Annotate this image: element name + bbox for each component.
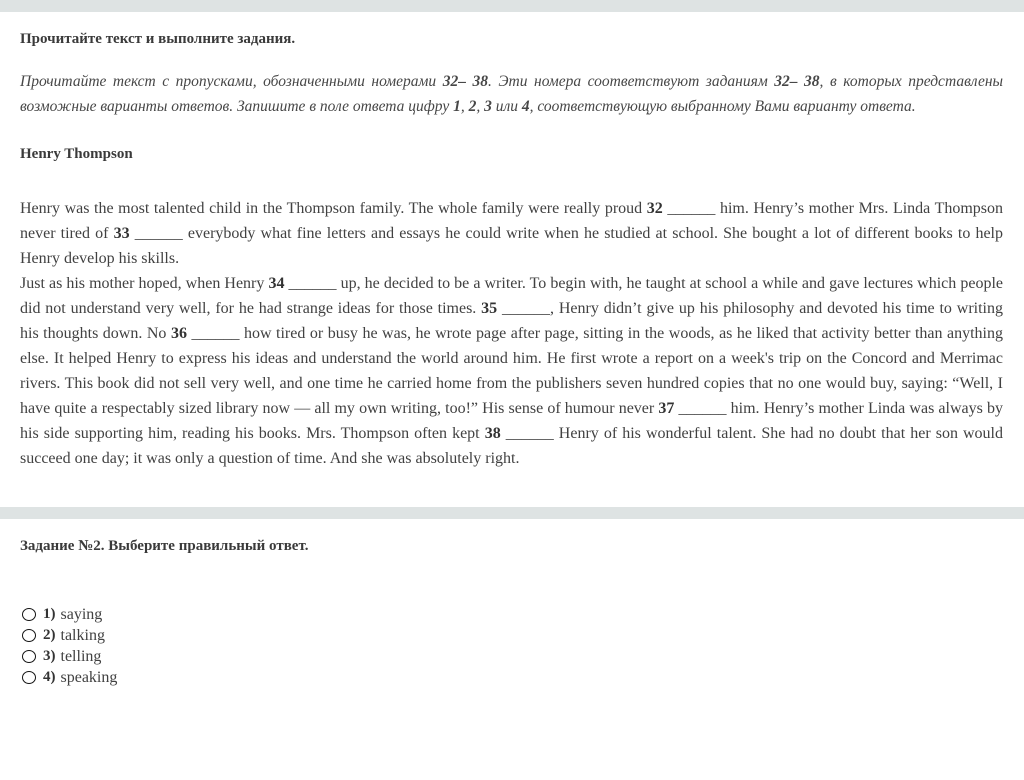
gap-number-36: 36 <box>170 325 187 342</box>
gap-number-34: 34 <box>268 275 285 292</box>
radio-button-icon[interactable] <box>22 629 36 642</box>
passage-title: Henry Thompson <box>20 146 133 162</box>
task1-section <box>0 31 1024 471</box>
option-number: 1) <box>43 606 56 622</box>
passage-segment: ______ him. Henry’s mother Mrs. Linda Thompson never tired of <box>20 200 1004 242</box>
radio-button-icon[interactable] <box>22 650 36 663</box>
passage-segment: ______ Henry of his wonderful talent. She had no doubt that her son would succeed one day; it was only a question of time. And she was absolutely right. <box>20 425 1004 467</box>
option-number: 3) <box>43 648 56 664</box>
passage-segment: ______, Henry didn’t give up his philosophy and devoted his time to writing his thoughts down. No <box>20 300 1003 342</box>
instructions-segment: , <box>460 98 469 115</box>
option-number: 2) <box>43 627 56 643</box>
passage-segment: ______ up, he decided to be a writer. To begin with, he taught at school a while and gave lectures which people did not understand very well, for he had strange ideas for those times. <box>20 275 1004 317</box>
instructions-segment: , в которых представлены возможные варианты ответов. Запишите в поле ответа цифру <box>20 73 1004 115</box>
option-label: saying <box>60 605 103 623</box>
option-label: speaking <box>60 668 118 686</box>
radio-button-icon[interactable] <box>22 671 36 684</box>
passage-paragraph-1 <box>20 196 1003 271</box>
task2-heading: Задание №2. Выберите правильный ответ. <box>20 538 309 554</box>
option-label: telling <box>60 647 102 665</box>
answer-digit: 4 <box>521 98 530 115</box>
gap-number-35: 35 <box>481 300 498 317</box>
gap-number-37: 37 <box>658 400 675 417</box>
gap-number-38: 38 <box>484 425 501 442</box>
passage-segment: ______ everybody what fine letters and essays he could write when he studied at school. She bought a lot of different books to help Henry develop his skills. <box>20 225 1003 267</box>
task2-section <box>0 538 1024 688</box>
task1-heading: Прочитайте текст и выполните задания. <box>20 31 296 47</box>
gap-number-33: 33 <box>113 225 130 242</box>
gap-range: 32– 38 <box>442 73 488 90</box>
answer-digit: 2 <box>468 98 477 115</box>
instructions-segment: или <box>491 98 522 115</box>
option-number: 4) <box>43 669 56 685</box>
instructions-segment: Прочитайте текст с пропусками, обозначенными номерами <box>20 73 443 90</box>
top-divider-bar <box>0 0 1024 12</box>
radio-button-icon[interactable] <box>22 608 36 621</box>
passage-paragraph-2 <box>20 271 1003 471</box>
task1-instructions <box>20 69 1003 119</box>
instructions-segment: . Эти номера соответствуют заданиям <box>487 73 775 90</box>
answer-option-3[interactable] <box>20 646 1003 667</box>
answer-option-4[interactable] <box>20 667 1003 688</box>
gap-range: 32– 38 <box>774 73 820 90</box>
passage-segment: ______ him. Henry’s mother Linda was always by his side supporting him, reading his books. Mrs. Thompson often kept <box>20 400 1004 442</box>
gap-number-32: 32 <box>646 200 663 217</box>
answer-option-1[interactable] <box>20 604 1003 625</box>
answer-digit: 1 <box>453 98 461 115</box>
passage-segment: Just as his mother hoped, when Henry <box>20 275 269 292</box>
answer-options <box>20 604 1003 688</box>
passage-text <box>20 196 1003 471</box>
instructions-segment: , соответствующую выбранному Вами варианту ответа. <box>529 98 916 115</box>
section-divider-bar <box>0 507 1024 519</box>
option-label: talking <box>60 626 105 644</box>
answer-option-2[interactable] <box>20 625 1003 646</box>
passage-segment: Henry was the most talented child in the Thompson family. The whole family were really proud <box>20 200 647 217</box>
passage-segment: ______ how tired or busy he was, he wrote page after page, sitting in the woods, as he liked that activity better than anything else. It helped Henry to express his ideas and understand the world around him. He first wrote a report on a week's trip on the Concord and Merrimac rivers. This book did not sell very well, and one time he carried home from the publishers seven hundred copies that no one would buy, saying: “Well, I have quite a respectably sized library now — all my own writing, too!” His sense of humour never <box>20 325 1004 417</box>
instructions-segment: , <box>476 98 485 115</box>
answer-digit: 3 <box>484 98 492 115</box>
